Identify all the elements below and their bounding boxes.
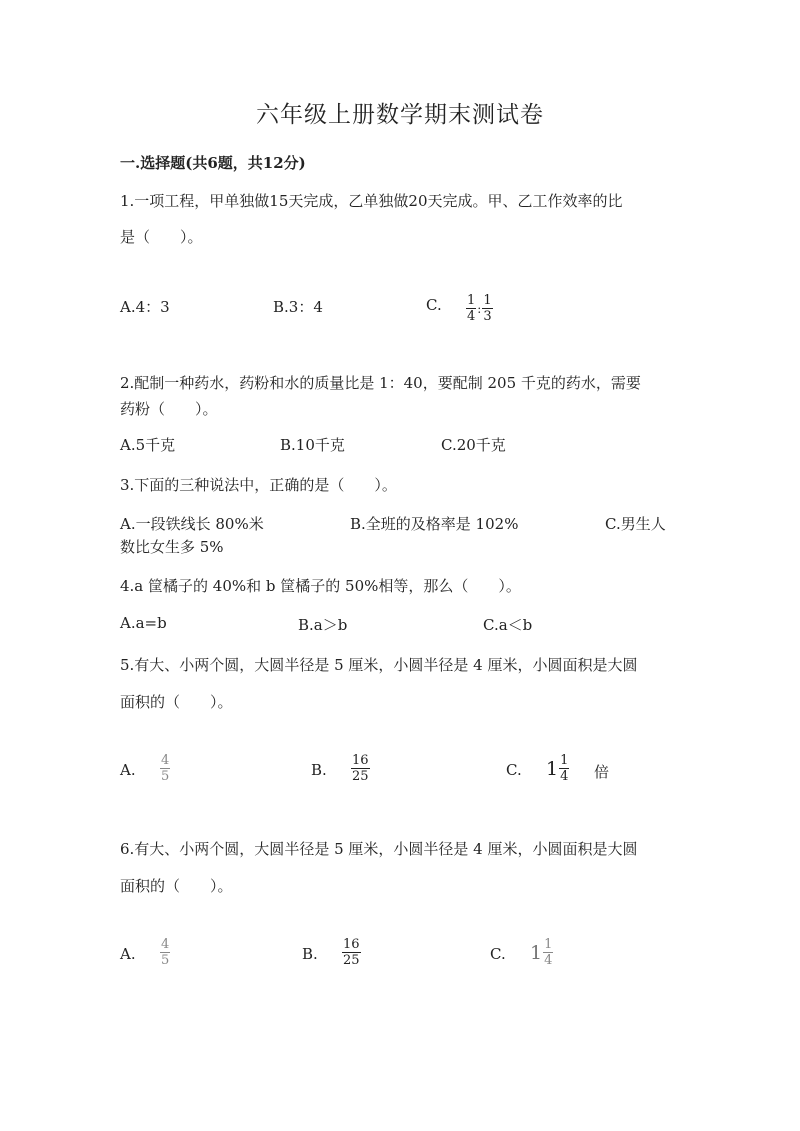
q3-option-b[interactable]: B.全班的及格率是 102%	[350, 515, 519, 533]
q2-text-line1: 2.配制一种药水，药粉和水的质量比是 1：40，要配制 205 千克的药水，需要	[120, 374, 641, 392]
q4-text-line1: 4.a 筐橘子的 40%和 b 筐橘子的 50%相等，那么（ ）。	[120, 577, 521, 595]
q6-b-fraction	[342, 937, 361, 968]
q5-option-b[interactable]: B.	[311, 761, 327, 779]
q1-c-ratio-sep: :	[477, 301, 482, 316]
q6-c-num: 1	[544, 937, 553, 952]
q1-text-line2: 是（ ）。	[120, 228, 203, 246]
q5-b-num: 16	[352, 753, 369, 768]
q5-option-a[interactable]: A.	[120, 761, 136, 779]
q1-text-line1: 1.一项工程，甲单独做15天完成，乙单独做20天完成。甲、乙工作效率的比	[120, 192, 623, 210]
q1-c-right-num: 1	[483, 293, 492, 308]
q6-option-c[interactable]: C.	[490, 945, 506, 963]
q3-option-c-cont: 数比女生多 5%	[120, 538, 224, 556]
page-title: 六年级上册数学期末测试卷	[256, 102, 544, 128]
q1-c-left-num: 1	[467, 293, 476, 308]
q6-option-a[interactable]: A.	[120, 945, 136, 963]
q4-option-b[interactable]: B.a＞b	[298, 616, 348, 634]
q5-c-suffix: 倍	[594, 763, 610, 781]
q5-text-line1: 5.有大、小两个圆，大圆半径是 5 厘米，小圆半径是 4 厘米，小圆面积是大圆	[120, 656, 638, 674]
q1-option-c-ratio	[466, 289, 493, 324]
q6-a-den: 5	[161, 953, 170, 968]
q1-option-b[interactable]: B.3：4	[273, 298, 323, 316]
q5-c-num: 1	[560, 753, 569, 768]
q5-c-mixed-number	[546, 753, 569, 784]
q6-c-den: 4	[544, 953, 553, 968]
q5-c-whole: 1	[546, 757, 559, 780]
q5-a-den: 5	[161, 769, 170, 784]
q5-a-fraction	[160, 753, 170, 784]
q5-option-c[interactable]: C.	[506, 761, 522, 779]
q5-a-num: 4	[161, 753, 170, 768]
q1-option-a[interactable]: A.4：3	[120, 298, 170, 316]
q5-b-den: 25	[352, 769, 369, 784]
q5-b-fraction	[351, 753, 370, 784]
q1-c-left-fraction	[466, 293, 476, 324]
q1-option-c[interactable]: C.	[426, 296, 442, 314]
q1-c-right-fraction	[482, 293, 492, 324]
q6-a-num: 4	[161, 937, 170, 952]
q6-c-mixed-number	[530, 937, 553, 968]
q6-option-b[interactable]: B.	[302, 945, 318, 963]
q6-b-den: 25	[343, 953, 360, 968]
q2-option-b[interactable]: B.10千克	[280, 436, 345, 454]
q6-text-line2: 面积的（ ）。	[120, 877, 233, 895]
q3-text-line1: 3.下面的三种说法中，正确的是（ ）。	[120, 476, 397, 494]
q6-a-fraction	[160, 937, 170, 968]
q6-c-whole: 1	[530, 941, 543, 964]
q5-text-line2: 面积的（ ）。	[120, 693, 233, 711]
q4-option-a[interactable]: A.a=b	[120, 614, 167, 632]
section-heading: 一.选择题(共6题，共12分)	[120, 154, 306, 172]
q3-option-c[interactable]: C.男生人	[605, 515, 666, 533]
q4-option-c[interactable]: C.a＜b	[483, 616, 533, 634]
q1-c-right-den: 3	[483, 309, 492, 324]
q6-text-line1: 6.有大、小两个圆，大圆半径是 5 厘米，小圆半径是 4 厘米，小圆面积是大圆	[120, 840, 638, 858]
q5-c-den: 4	[560, 769, 569, 784]
q6-b-num: 16	[343, 937, 360, 952]
q3-option-a[interactable]: A.一段铁线长 80%米	[120, 515, 264, 533]
q2-option-c[interactable]: C.20千克	[441, 436, 506, 454]
q2-text-line2: 药粉（ ）。	[120, 400, 218, 418]
q1-c-left-den: 4	[467, 309, 476, 324]
q2-option-a[interactable]: A.5千克	[120, 436, 176, 454]
